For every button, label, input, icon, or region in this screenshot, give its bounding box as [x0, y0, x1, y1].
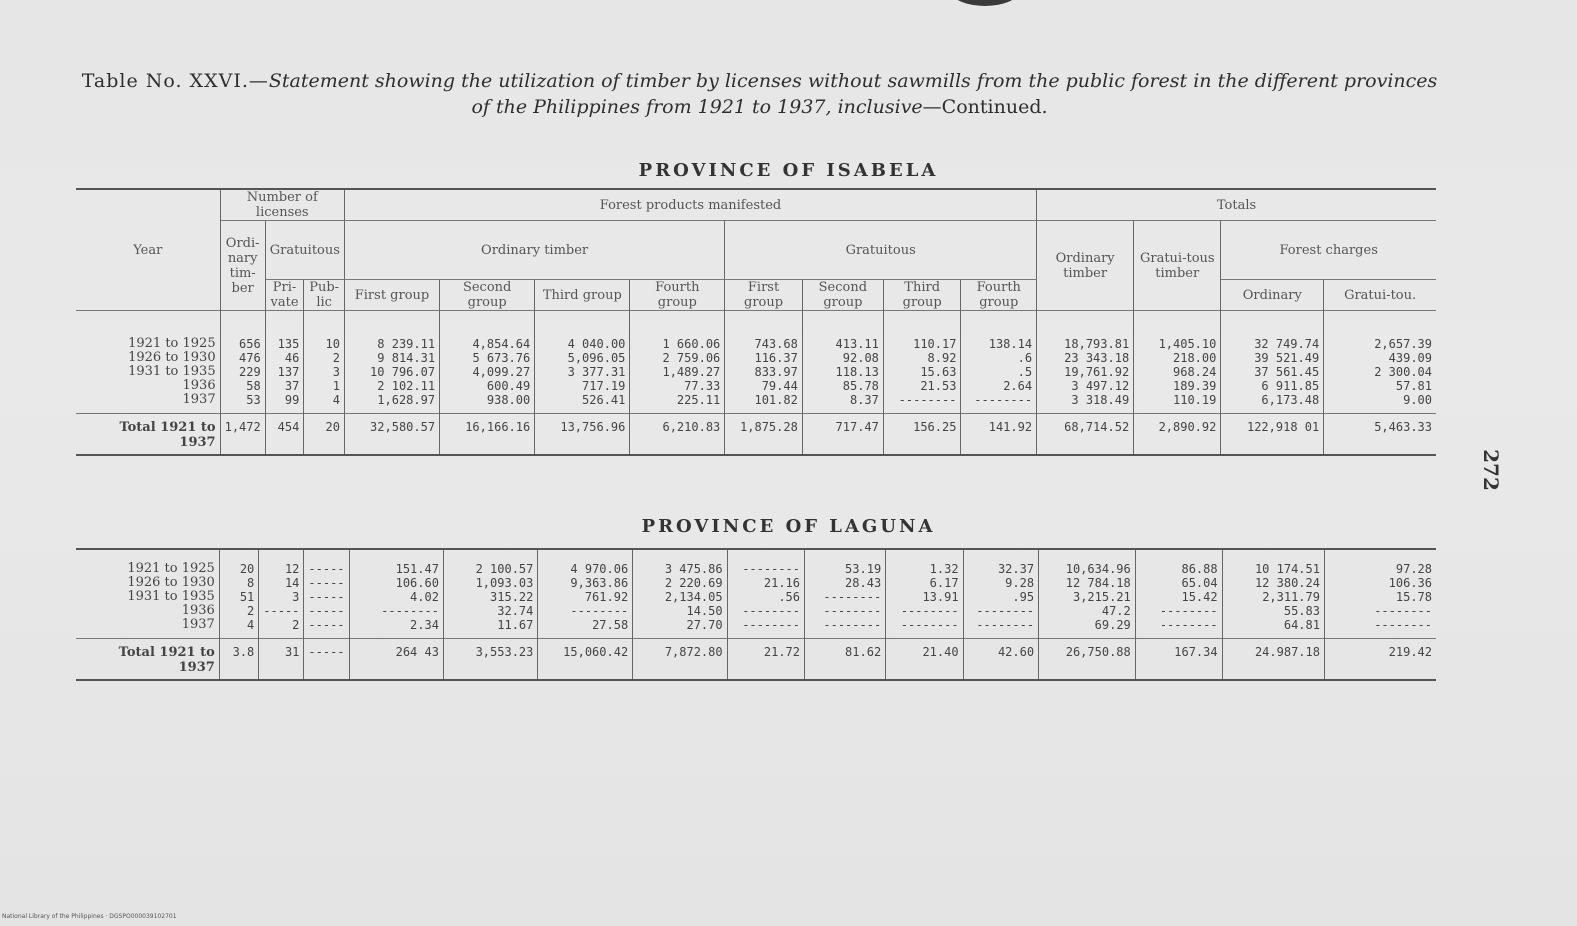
header-ordinary-timber: Ordinary timber: [344, 221, 724, 280]
header-year: Year: [76, 189, 220, 311]
isabela-total-5: 16,166.16: [440, 414, 535, 456]
isabela-total-1: 1,472: [220, 414, 265, 456]
laguna-total-2: 31: [259, 639, 304, 681]
header-ord-second: Second group: [440, 280, 535, 311]
isabela-col-6: 4 040.00 5,096.05 3 377.31 717.19 526.41: [535, 311, 630, 414]
isabela-col-2: 135 46 137 37 99: [265, 311, 304, 414]
header-totals: Totals: [1037, 189, 1436, 221]
header-public: Pub-lic: [304, 280, 345, 311]
laguna-total-1: 3.8: [219, 639, 258, 681]
isabela-col-15: 2,657.39 439.09 2 300.04 57.81 9.00: [1374, 337, 1432, 407]
laguna-total-9: 81.62: [805, 639, 886, 681]
isabela-total-13: 2,890.92: [1134, 414, 1221, 456]
isabela-total-3: 20: [304, 414, 345, 456]
header-ord-third: Third group: [535, 280, 630, 311]
laguna-col-7: 3 475.86 2 220.69 2,134.05 14.50 27.70: [633, 549, 727, 639]
laguna-col-11: 32.37 9.28 .95 -------- --------: [963, 549, 1039, 639]
isabela-total-2: 454: [265, 414, 304, 456]
header-grat-fourth: Fourth group: [961, 280, 1037, 311]
isabela-col-13: 1,405.10 218.00 968.24 189.39 110.19: [1134, 311, 1221, 414]
laguna-total-3: -----: [304, 639, 349, 681]
laguna-total-8: 21.72: [727, 639, 804, 681]
header-gratuitous-licenses: Gratuitous: [265, 221, 344, 280]
isabela-title: PROVINCE OF ISABELA: [638, 160, 939, 181]
header-grat-third: Third group: [883, 280, 961, 311]
laguna-total-13: 167.34: [1135, 639, 1222, 681]
laguna-total-12: 26,750.88: [1039, 639, 1136, 681]
laguna-col-14: 10 174.51 12 380.24 2,311.79 55.83 64.81: [1222, 549, 1324, 639]
header-totals-gratuitous-timber: Gratui-tous timber: [1134, 221, 1221, 311]
laguna-col-9: 53.19 28.43 -------- -------- --------: [805, 549, 886, 639]
isabela-col-8: 743.68 116.37 833.97 79.44 101.82: [725, 311, 803, 414]
caption-tail: —Continued.: [922, 96, 1048, 118]
page-number: 272: [1478, 449, 1503, 491]
laguna-col-10: 1.32 6.17 13.91 -------- --------: [886, 549, 963, 639]
header-totals-ordinary-timber: Ordinary timber: [1037, 221, 1134, 311]
laguna-total-14: 24.987.18: [1222, 639, 1324, 681]
isabela-total-6: 13,756.96: [535, 414, 630, 456]
isabela-total-10: 156.25: [883, 414, 961, 456]
caption-lead: Table No. XXVI.—: [81, 70, 269, 92]
isabela-total-14: 122,918 01: [1221, 414, 1324, 456]
laguna-col-12: 10,634.96 12 784.18 3,215.21 47.2 69.29: [1039, 549, 1136, 639]
header-private: Pri-vate: [265, 280, 304, 311]
header-forest-charges: Forest charges: [1221, 221, 1436, 280]
isabela-col-12: 18,793.81 23 343.18 19,761.92 3 497.12 3 318.49: [1037, 311, 1134, 414]
isabela-total-12: 68,714.52: [1037, 414, 1134, 456]
laguna-total-15: 219.42: [1388, 645, 1432, 659]
laguna-col-1: 20 8 51 2 4: [219, 549, 258, 639]
header-fc-gratuitous: Gratui-tou.: [1344, 287, 1417, 303]
isabela-col-1: 656 476 229 58 53: [220, 311, 265, 414]
laguna-total-10: 21.40: [886, 639, 963, 681]
isabela-years: 1921 to 1925 1926 to 1930 1931 to 1935 1936 1937: [76, 311, 220, 414]
header-grat-first: First group: [725, 280, 803, 311]
laguna-col-5: 2 100.57 1,093.03 315.22 32.74 11.67: [443, 549, 537, 639]
laguna-total-label: Total 1921 to 1937: [76, 639, 219, 681]
laguna-table: [76, 548, 1436, 681]
laguna-total-7: 7,872.80: [633, 639, 727, 681]
isabela-col-14: 32 749.74 39 521.49 37 561.45 6 911.85 6,173.48: [1221, 311, 1324, 414]
laguna-title: PROVINCE OF LAGUNA: [641, 516, 936, 537]
laguna-total-5: 3,553.23: [443, 639, 537, 681]
header-fc-ordinary: Ordinary: [1221, 280, 1324, 311]
isabela-col-3: 10 2 3 1 4: [304, 311, 345, 414]
footer-credit: National Library of the Philippines · DGSPO000039102701: [2, 913, 177, 920]
isabela-total-11: 141.92: [961, 414, 1037, 456]
laguna-years: 1921 to 1925 1926 to 1930 1931 to 1935 1936 1937: [76, 549, 219, 639]
laguna-col-15: 97.28 106.36 15.78 -------- --------: [1374, 562, 1432, 632]
isabela-total-15: 5,463.33: [1374, 420, 1432, 434]
header-ord-first: First group: [344, 280, 439, 311]
header-ordinary-timber-licenses: Ordi-nary tim-ber: [220, 221, 265, 311]
isabela-col-7: 1 660.06 2 759.06 1,489.27 77.33 225.11: [630, 311, 725, 414]
isabela-table: [76, 188, 1436, 456]
laguna-col-8: -------- 21.16 .56 -------- --------: [727, 549, 804, 639]
laguna-col-2: 12 14 3 ----- 2: [259, 549, 304, 639]
header-gratuitous-products: Gratuitous: [725, 221, 1037, 280]
laguna-col-3: ----- ----- ----- ----- -----: [304, 549, 349, 639]
header-grat-second: Second group: [802, 280, 883, 311]
header-number-of-licenses: Number of licenses: [220, 189, 344, 221]
isabela-total-9: 717.47: [802, 414, 883, 456]
isabela-total-7: 6,210.83: [630, 414, 725, 456]
laguna-col-4: 151.47 106.60 4.02 -------- 2.34: [349, 549, 443, 639]
isabela-col-10: 110.17 8.92 15.63 21.53 --------: [883, 311, 961, 414]
laguna-total-6: 15,060.42: [538, 639, 633, 681]
isabela-total-label: Total 1921 to 1937: [76, 414, 220, 456]
caption-italic: Statement showing the utilization of timber by licenses without sawmills from the public forest in the different provinces of the Philippines from 1921 to 1937, inclusive: [268, 70, 1438, 118]
laguna-total-4: 264 43: [349, 639, 443, 681]
laguna-total-11: 42.60: [963, 639, 1039, 681]
isabela-col-9: 413.11 92.08 118.13 85.78 8.37: [802, 311, 883, 414]
table-caption: [72, 68, 1447, 120]
isabela-col-5: 4,854.64 5 673.76 4,099.27 600.49 938.00: [440, 311, 535, 414]
laguna-col-13: 86.88 65.04 15.42 -------- --------: [1135, 549, 1222, 639]
header-forest-products: Forest products manifested: [344, 189, 1036, 221]
laguna-col-6: 4 970.06 9,363.86 761.92 -------- 27.58: [538, 549, 633, 639]
isabela-total-4: 32,580.57: [344, 414, 439, 456]
header-ord-fourth: Fourth group: [630, 280, 725, 311]
page-blemish: [952, 0, 1018, 6]
isabela-col-11: 138.14 .6 .5 2.64 --------: [961, 311, 1037, 414]
isabela-col-4: 8 239.11 9 814.31 10 796.07 2 102.11 1,628.97: [344, 311, 439, 414]
isabela-total-8: 1,875.28: [725, 414, 803, 456]
